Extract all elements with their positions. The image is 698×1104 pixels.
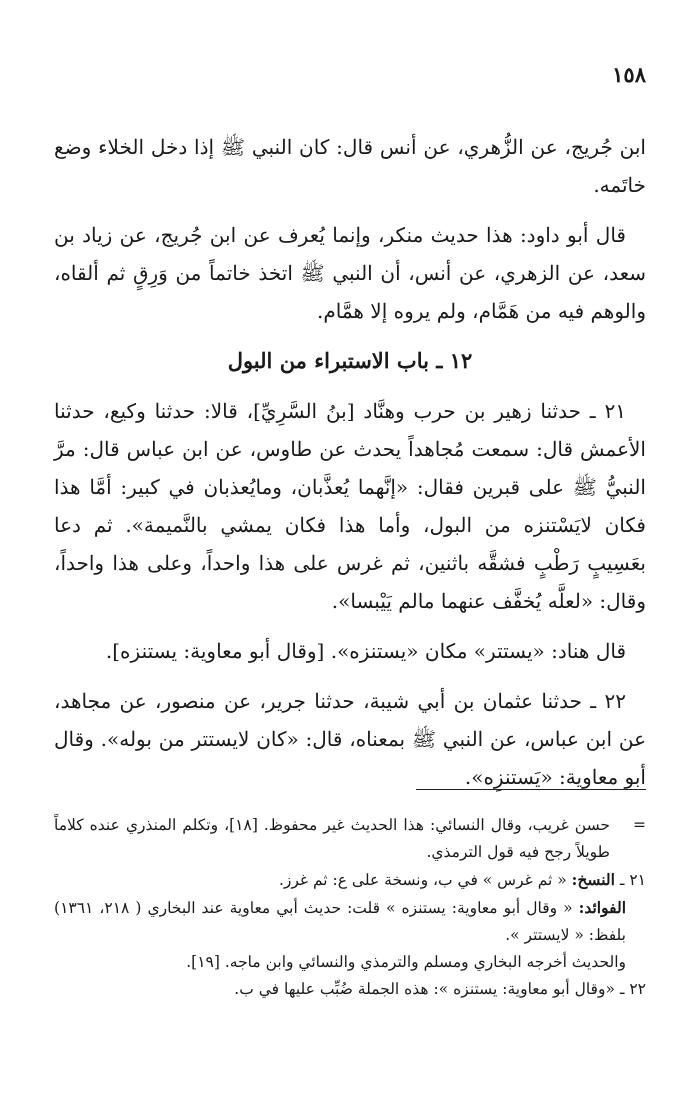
footnote-divider (416, 789, 646, 790)
footnote-21-label: النسخ: (571, 870, 615, 889)
main-text (54, 128, 646, 808)
footnote-fawaid (54, 894, 646, 949)
hadith-21: ٢١ ـ حدثنا زهير بن حرب وهنَّاد [بنُ السَّرِيِّ]، قالا: حدثنا وكيع، حدثنا الأعمش قال: سمعت مُجاهداً يحدث عن طاوس، عن ابن عباس قال: مرَّ النبيُّ ﷺ على قبرين فقال: «إنَّهما يُعذَّبان، ومايُعذبان في كبير: أمَّا هذا فكان لايَسْتنزه من البول، وأما هذا فكان يمشي بالنَّميمة». ثم دعا بعَسِيبٍ رَطْبٍ فشقَّه باثنين، ثم غرس على هذا واحداً، وعلى هذا واحداً، وقال: «لعلَّه يُخفَّف عنهما مالم يَيْبسا». (54, 399, 646, 613)
footnote-fawaid-2: والحديث أخرجه البخاري ومسلم والترمذي والنسائي وابن ماجه. [١٩]. (186, 953, 626, 971)
fawaid-label: الفوائد: (578, 898, 626, 917)
footnote-continuation (54, 812, 646, 866)
hadith-22: ٢٢ ـ حدثنا عثمان بن أبي شيبة، حدثنا جرير، عن منصور، عن مجاهد، عن ابن عباس، عن النبي ﷺ بمعناه، قال: «كان لايستتر من بوله». وقال أبو معاوية: «يَستنزِه». (54, 689, 646, 789)
footnote-22 (54, 976, 646, 1003)
hadith-21-note: قال هناد: «يستتر» مكان «يستنزه». [وقال أبو معاوية: يستنزه]. (105, 639, 626, 663)
continuation-mark: = (633, 816, 646, 834)
fawaid-text: « وقال أبو معاوية: يستنزه » قلت: حديث أبي معاوية عند البخاري ( ٢١٨، ١٣٦١) بلفظ: « لايستتر ». (54, 899, 626, 944)
footnote-22-number: ٢٢ ـ (619, 980, 646, 998)
footnote-22-text: «وقال أبو معاوية: يستنزه »: هذه الجملة ضُبِّب عليها في ب. (234, 980, 615, 998)
footnote-21-text: « ثم غرس » في ب، ونسخة على ع: ثم غرز. (278, 871, 567, 889)
paragraph-2: قال أبو داود: هذا حديث منكر، وإنما يُعرف عن ابن جُريج، عن زياد بن سعد، عن الزهري، عن أنس، أن النبي ﷺ اتخذ خاتماً من وَرِقٍ ثم ألقاه، والوهم فيه من هَمَّام، ولم يروه إلا همَّام. (54, 223, 646, 323)
page-number: ١٥٨ (612, 62, 646, 87)
paragraph-1: ابن جُريج، عن الزُّهري، عن أنس قال: كان النبي ﷺ إذا دخل الخلاء وضع خاتَمه. (54, 135, 646, 197)
footnote-continuation-text: حسن غريب، وقال النسائي: هذا الحديث غير محفوظ. [١٨]، وتكلم المنذري عنده كلاماً طويلاً رجح فيه قول الترمذي. (54, 816, 610, 861)
footnotes (54, 812, 646, 1003)
footnote-21 (54, 866, 646, 894)
footnote-21-number: ٢١ ـ (619, 871, 646, 889)
chapter-heading: ١٢ ـ باب الاستبراء من البول (227, 348, 473, 373)
